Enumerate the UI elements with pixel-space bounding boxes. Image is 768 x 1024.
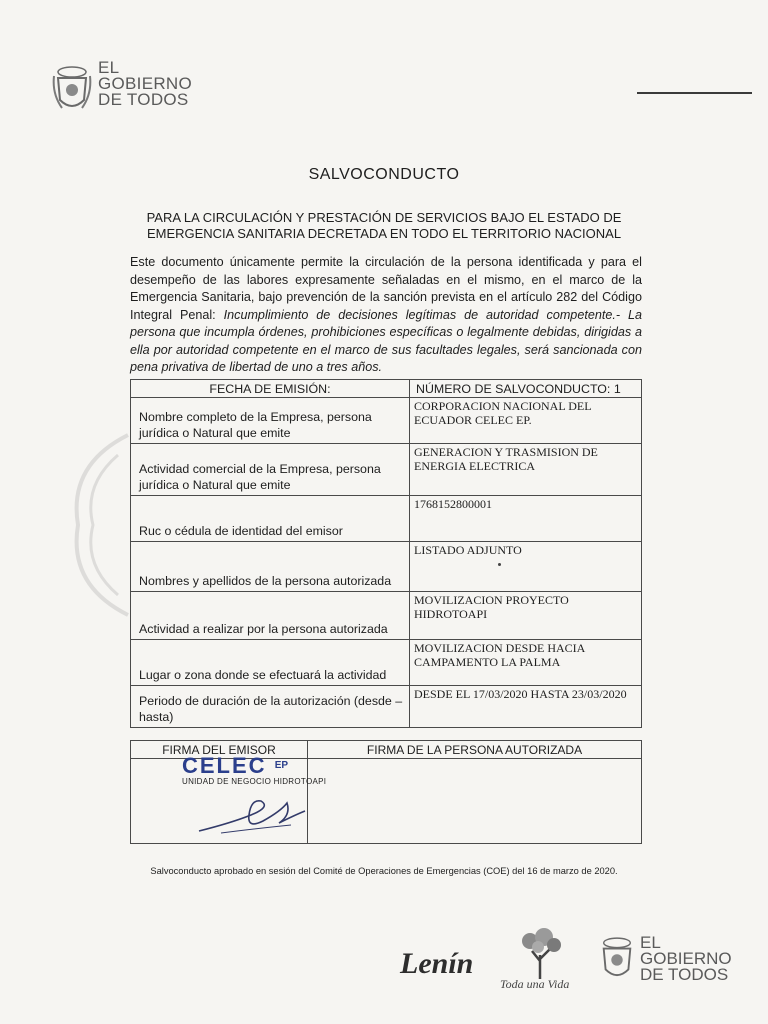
- logo-line-3: DE TODOS: [98, 90, 189, 109]
- authorized-signature-box: [308, 759, 642, 844]
- authorized-signature-header: FIRMA DE LA PERSONA AUTORIZADA: [308, 741, 642, 759]
- table-row: [131, 686, 642, 728]
- table-row: [131, 592, 642, 640]
- government-logo: [52, 60, 212, 120]
- row-value: 1768152800001: [410, 496, 642, 542]
- header-rule: [637, 92, 752, 94]
- table-row: [131, 542, 642, 592]
- table-row: [131, 496, 642, 542]
- table-row: [131, 640, 642, 686]
- logo-line-3: DE TODOS: [640, 965, 729, 984]
- stamp-unit: UNIDAD DE NEGOCIO HIDROTOAPI: [182, 777, 327, 786]
- ink-dot: [498, 563, 501, 566]
- document-subtitle: [100, 210, 668, 242]
- row-label: Lugar o zona donde se efectuará la actividad: [131, 640, 410, 686]
- logo-line-1: EL: [640, 933, 661, 952]
- issuer-signature-header: FIRMA DEL EMISOR: [131, 741, 308, 759]
- conduct-number-header: NÚMERO DE SALVOCONDUCTO: 1: [410, 380, 642, 398]
- logo-line-2: GOBIERNO: [640, 949, 732, 968]
- table-row: [131, 444, 642, 496]
- intro-legal-quote: Incumplimiento de decisiones legítimas de autoridad competente.- La persona que incumpla órdenes, prohibiciones específicas o legalmente debidas, dirigidas a ella por autoridad competente en el marco de sus facultades legales, será sancionada con pena privativa de libertad de uno a tres años.: [130, 307, 642, 374]
- coat-of-arms-icon: [52, 64, 92, 114]
- logo-line-2: GOBIERNO: [98, 74, 193, 93]
- table-row: [131, 398, 642, 444]
- logo-text: [640, 935, 732, 983]
- row-value: MOVILIZACION PROYECTO HIDROTOAPI: [410, 592, 642, 640]
- subtitle-line-1: PARA LA CIRCULACIÓN Y PRESTACIÓN DE SERVICIOS BAJO EL ESTADO DE: [146, 210, 622, 225]
- row-value: DESDE EL 17/03/2020 HASTA 23/03/2020: [410, 686, 642, 728]
- row-value: MOVILIZACION DESDE HACIA CAMPAMENTO LA PALMA: [410, 640, 642, 686]
- table-header-row: [131, 380, 642, 398]
- subtitle-line-2: EMERGENCIA SANITARIA DECRETADA EN TODO EL TERRITORIO NACIONAL: [146, 226, 622, 241]
- safe-conduct-table: [130, 379, 642, 728]
- celec-stamp: [182, 753, 342, 786]
- issue-date-header: FECHA DE EMISIÓN:: [131, 380, 410, 398]
- government-logo-footer: [598, 935, 750, 985]
- stamp-brand: CELEC: [182, 753, 267, 778]
- handwritten-signature-icon: [191, 785, 311, 840]
- row-label: Actividad a realizar por la persona autorizada: [131, 592, 410, 640]
- row-label: Actividad comercial de la Empresa, persona jurídica o Natural que emite: [131, 444, 410, 496]
- row-label: Ruc o cédula de identidad del emisor: [131, 496, 410, 542]
- slogan: Toda una Vida: [500, 977, 570, 991]
- watermark-seal-icon: [48, 425, 138, 625]
- presidential-signature: Lenín: [400, 947, 474, 980]
- authorized-person-value: LISTADO ADJUNTO: [414, 543, 522, 557]
- logo-line-1: EL: [98, 58, 120, 77]
- row-value: CORPORACION NACIONAL DEL ECUADOR CELEC EP.: [410, 398, 642, 444]
- logo-text: [98, 60, 192, 108]
- row-value: GENERACION Y TRASMISION DE ENERGIA ELECTRICA: [410, 444, 642, 496]
- intro-paragraph: [130, 254, 642, 377]
- row-label: Nombre completo de la Empresa, persona jurídica o Natural que emite: [131, 398, 410, 444]
- document-title: SALVOCONDUCTO: [308, 166, 460, 183]
- coat-of-arms-icon: [598, 935, 636, 983]
- stamp-suffix: EP: [274, 760, 289, 771]
- row-value: [410, 542, 642, 592]
- tree-logo-icon: [510, 925, 570, 980]
- footer-logos: [400, 925, 750, 1005]
- approval-footnote: Salvoconducto aprobado en sesión del Comité de Operaciones de Emergencias (COE) del 16 de marzo de 2020.: [150, 866, 618, 876]
- row-label: Nombres y apellidos de la persona autorizada: [131, 542, 410, 592]
- intro-plain-text: Este documento únicamente permite la circulación de la persona identificada y para el desempeño de las labores expresamente señaladas en el mismo, en el marco de la Emergencia Sanitaria, bajo prevención de la sanción prevista en el artículo 282 del Código Integral Penal:: [130, 255, 642, 322]
- row-label: Periodo de duración de la autorización (desde – hasta): [131, 686, 410, 728]
